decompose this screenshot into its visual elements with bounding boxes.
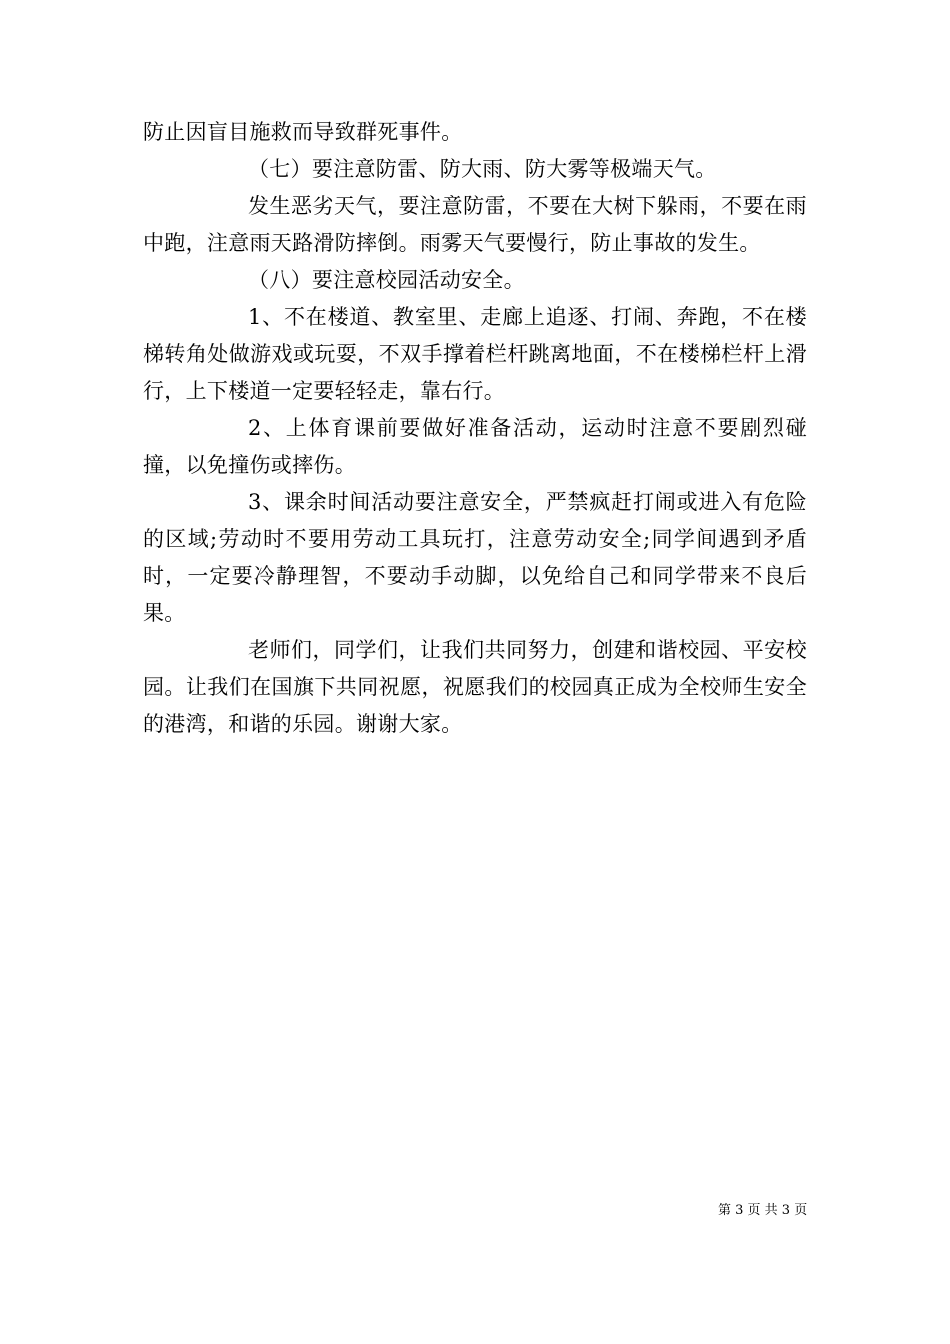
paragraph-weather: 发生恶劣天气，要注意防雷，不要在大树下躲雨，不要在雨中跑，注意雨天路滑防摔倒。雨雾天气要慢行，防止事故的发生。	[143, 194, 807, 255]
paragraph-item-2: 2、上体育课前要做好准备活动，运动时注意不要剧烈碰撞，以免撞伤或摔伤。	[143, 416, 807, 477]
paragraph-continuation: 防止因盲目施救而导致群死事件。	[143, 120, 463, 144]
paragraph-heading-8: （八）要注意校园活动安全。	[248, 268, 525, 292]
paragraph-heading-7: （七）要注意防雷、防大雨、防大雾等极端天气。	[248, 157, 717, 181]
paragraph-item-1: 1、不在楼道、教室里、走廊上追逐、打闹、奔跑，不在楼梯转角处做游戏或玩耍，不双手撑着栏杆跳离地面，不在楼梯栏杆上滑行，上下楼道一定要轻轻走，靠右行。	[143, 305, 807, 403]
page-number: 第 3 页 共 3 页	[718, 1203, 808, 1218]
document-body	[143, 114, 807, 743]
paragraph-closing: 老师们，同学们，让我们共同努力，创建和谐校园、平安校园。让我们在国旗下共同祝愿，祝愿我们的校园真正成为全校师生安全的港湾，和谐的乐园。谢谢大家。	[143, 638, 807, 736]
paragraph-item-3: 3、课余时间活动要注意安全，严禁疯赶打闹或进入有危险的区域;劳动时不要用劳动工具玩打，注意劳动安全;同学间遇到矛盾时，一定要冷静理智，不要动手动脚，以免给自己和同学带来不良后果。	[143, 490, 807, 625]
